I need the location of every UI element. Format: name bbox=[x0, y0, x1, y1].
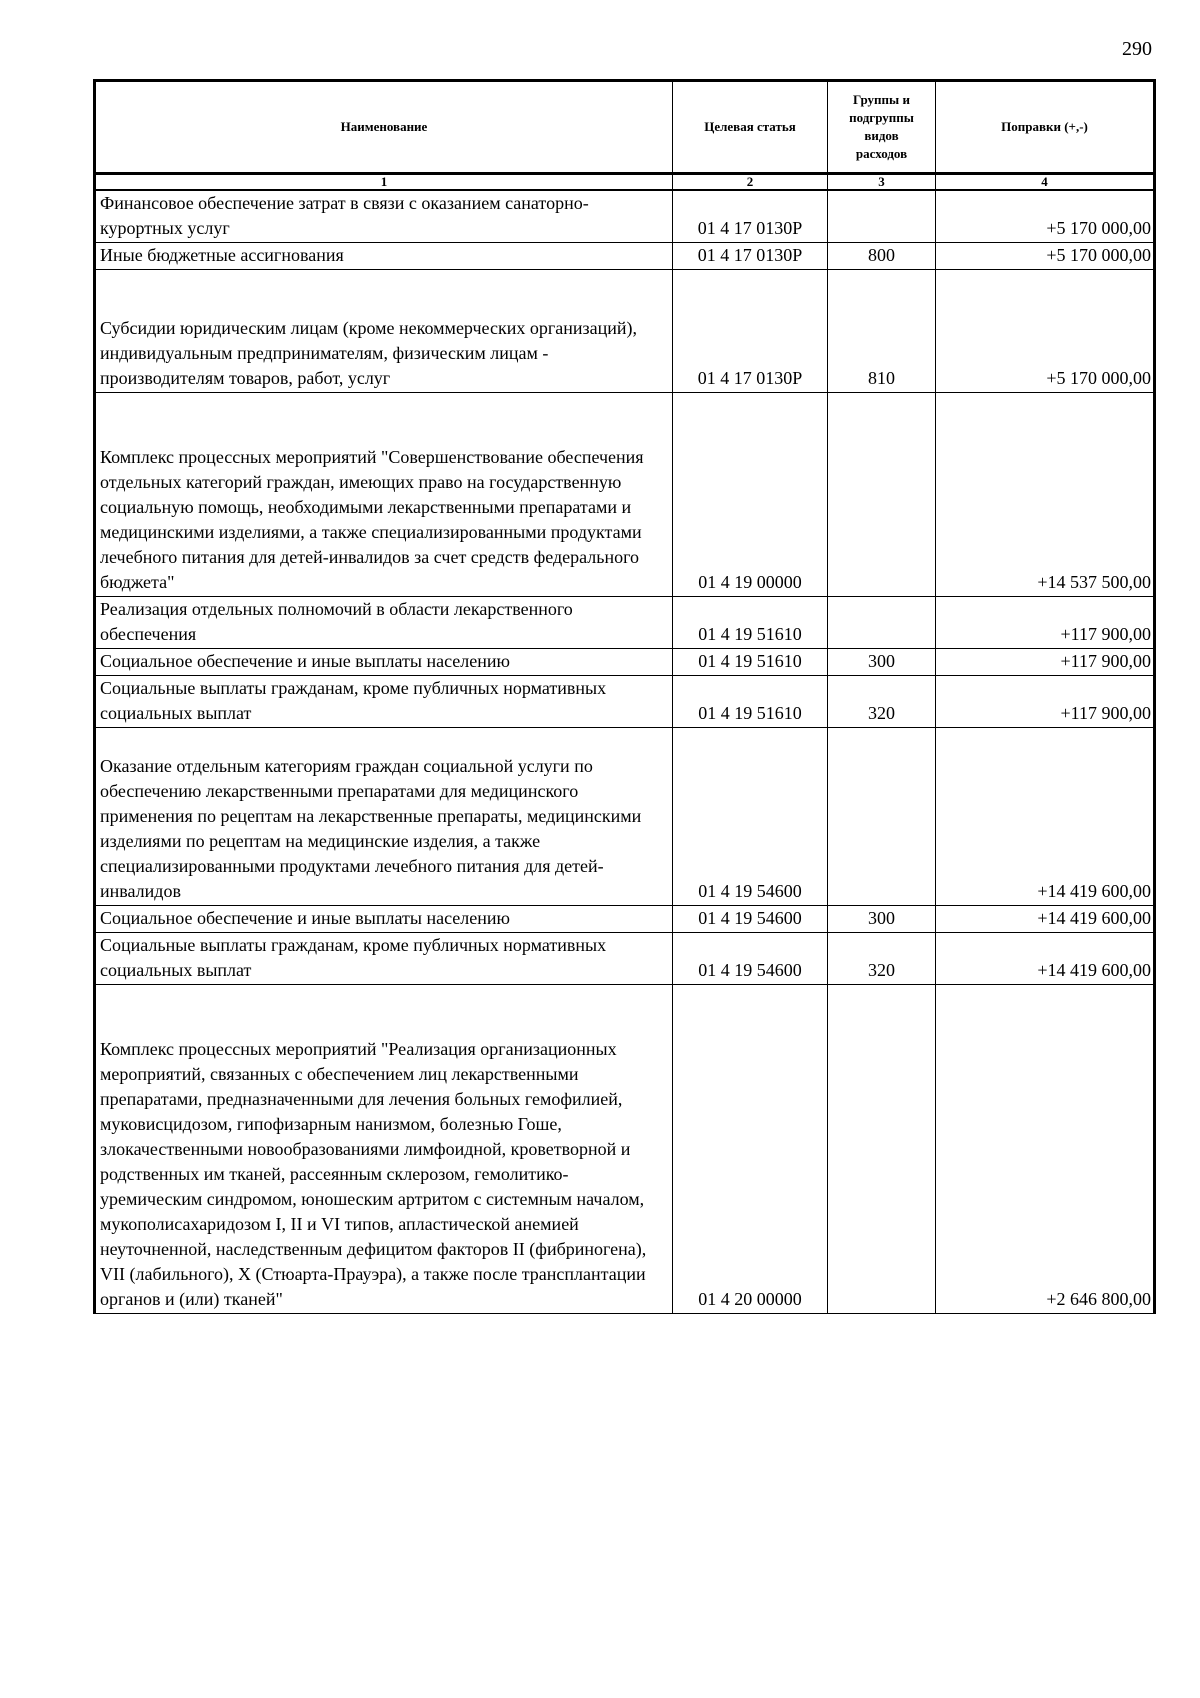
header-name: Наименование bbox=[95, 81, 673, 174]
row-group: 300 bbox=[828, 906, 936, 933]
row-name: Комплекс процессных мероприятий "Реализация организационных мероприятий, связанных с обеспечением лиц лекарственными препаратами, предназначенными для лечения больных гемофилией, муковисцидозом, гипофизарным нанизмом, болезнью Гоше, злокачественными новообразованиями лимфоидной, кроветворной и родственных им тканей, рассеянным склерозом, гемолитико-уремическим синдромом, юношеским артритом с системным началом, мукополисахаридозом I, II и VI типов, апластической анемией неуточненной, наследственным дефицитом факторов II (фибриногена), VII (лабильного), X (Стюарта-Прауэра), а также после трансплантации органов и (или) тканей" bbox=[95, 985, 673, 1314]
table-row bbox=[95, 728, 1155, 906]
row-group bbox=[828, 728, 936, 906]
table-row bbox=[95, 933, 1155, 985]
row-amount: +117 900,00 bbox=[936, 676, 1155, 728]
row-target-code: 01 4 19 54600 bbox=[673, 933, 828, 985]
row-group: 300 bbox=[828, 649, 936, 676]
row-target-code: 01 4 19 54600 bbox=[673, 906, 828, 933]
row-name: Социальные выплаты гражданам, кроме публичных нормативных социальных выплат bbox=[95, 933, 673, 985]
row-name: Иные бюджетные ассигнования bbox=[95, 243, 673, 270]
row-group: 810 bbox=[828, 270, 936, 393]
row-amount: +2 646 800,00 bbox=[936, 985, 1155, 1314]
table-row bbox=[95, 243, 1155, 270]
row-amount: +14 419 600,00 bbox=[936, 728, 1155, 906]
column-number: 3 bbox=[828, 174, 936, 191]
header-target: Целевая статья bbox=[673, 81, 828, 174]
table-row bbox=[95, 676, 1155, 728]
row-target-code: 01 4 17 0130Р bbox=[673, 243, 828, 270]
row-name: Социальные выплаты гражданам, кроме публичных нормативных социальных выплат bbox=[95, 676, 673, 728]
row-target-code: 01 4 20 00000 bbox=[673, 985, 828, 1314]
row-name: Реализация отдельных полномочий в области лекарственного обеспечения bbox=[95, 597, 673, 649]
column-number: 4 bbox=[936, 174, 1155, 191]
row-target-code: 01 4 17 0130Р bbox=[673, 270, 828, 393]
table-header-row bbox=[95, 81, 1155, 174]
table-row bbox=[95, 270, 1155, 393]
row-target-code: 01 4 19 51610 bbox=[673, 676, 828, 728]
row-target-code: 01 4 19 00000 bbox=[673, 393, 828, 597]
row-group bbox=[828, 190, 936, 243]
row-name: Комплекс процессных мероприятий "Совершенствование обеспечения отдельных категорий граждан, имеющих право на государственную социальную помощь, необходимыми лекарственными препаратами и медицинскими изделиями, а также специализированными продуктами лечебного питания для детей-инвалидов за счет средств федерального бюджета" bbox=[95, 393, 673, 597]
row-amount: +14 419 600,00 bbox=[936, 906, 1155, 933]
row-amount: +117 900,00 bbox=[936, 597, 1155, 649]
row-group: 800 bbox=[828, 243, 936, 270]
row-name: Финансовое обеспечение затрат в связи с оказанием санаторно-курортных услуг bbox=[95, 190, 673, 243]
row-name: Социальное обеспечение и иные выплаты населению bbox=[95, 649, 673, 676]
table-row bbox=[95, 393, 1155, 597]
header-groups: Группы и подгруппы видов расходов bbox=[828, 81, 936, 174]
column-number: 1 bbox=[95, 174, 673, 191]
row-amount: +14 419 600,00 bbox=[936, 933, 1155, 985]
table-row bbox=[95, 649, 1155, 676]
header-amendments: Поправки (+,-) bbox=[936, 81, 1155, 174]
table-row bbox=[95, 190, 1155, 243]
column-number: 2 bbox=[673, 174, 828, 191]
table-row bbox=[95, 985, 1155, 1314]
page-number: 290 bbox=[1122, 38, 1152, 60]
row-target-code: 01 4 19 51610 bbox=[673, 649, 828, 676]
row-amount: +5 170 000,00 bbox=[936, 190, 1155, 243]
row-name: Социальное обеспечение и иные выплаты населению bbox=[95, 906, 673, 933]
row-target-code: 01 4 19 54600 bbox=[673, 728, 828, 906]
table-row bbox=[95, 906, 1155, 933]
row-amount: +14 537 500,00 bbox=[936, 393, 1155, 597]
budget-table bbox=[93, 79, 1156, 1314]
row-group: 320 bbox=[828, 676, 936, 728]
row-group bbox=[828, 597, 936, 649]
column-number-row bbox=[95, 174, 1155, 191]
row-amount: +5 170 000,00 bbox=[936, 243, 1155, 270]
row-amount: +117 900,00 bbox=[936, 649, 1155, 676]
row-target-code: 01 4 17 0130Р bbox=[673, 190, 828, 243]
row-group bbox=[828, 393, 936, 597]
row-target-code: 01 4 19 51610 bbox=[673, 597, 828, 649]
row-group: 320 bbox=[828, 933, 936, 985]
row-amount: +5 170 000,00 bbox=[936, 270, 1155, 393]
table-row bbox=[95, 597, 1155, 649]
row-name: Субсидии юридическим лицам (кроме некоммерческих организаций), индивидуальным предпринимателям, физическим лицам - производителям товаров, работ, услуг bbox=[95, 270, 673, 393]
row-name: Оказание отдельным категориям граждан социальной услуги по обеспечению лекарственными препаратами для медицинского применения по рецептам на лекарственные препараты, медицинскими изделиями по рецептам на медицинские изделия, а также специализированными продуктами лечебного питания для детей-инвалидов bbox=[95, 728, 673, 906]
row-group bbox=[828, 985, 936, 1314]
